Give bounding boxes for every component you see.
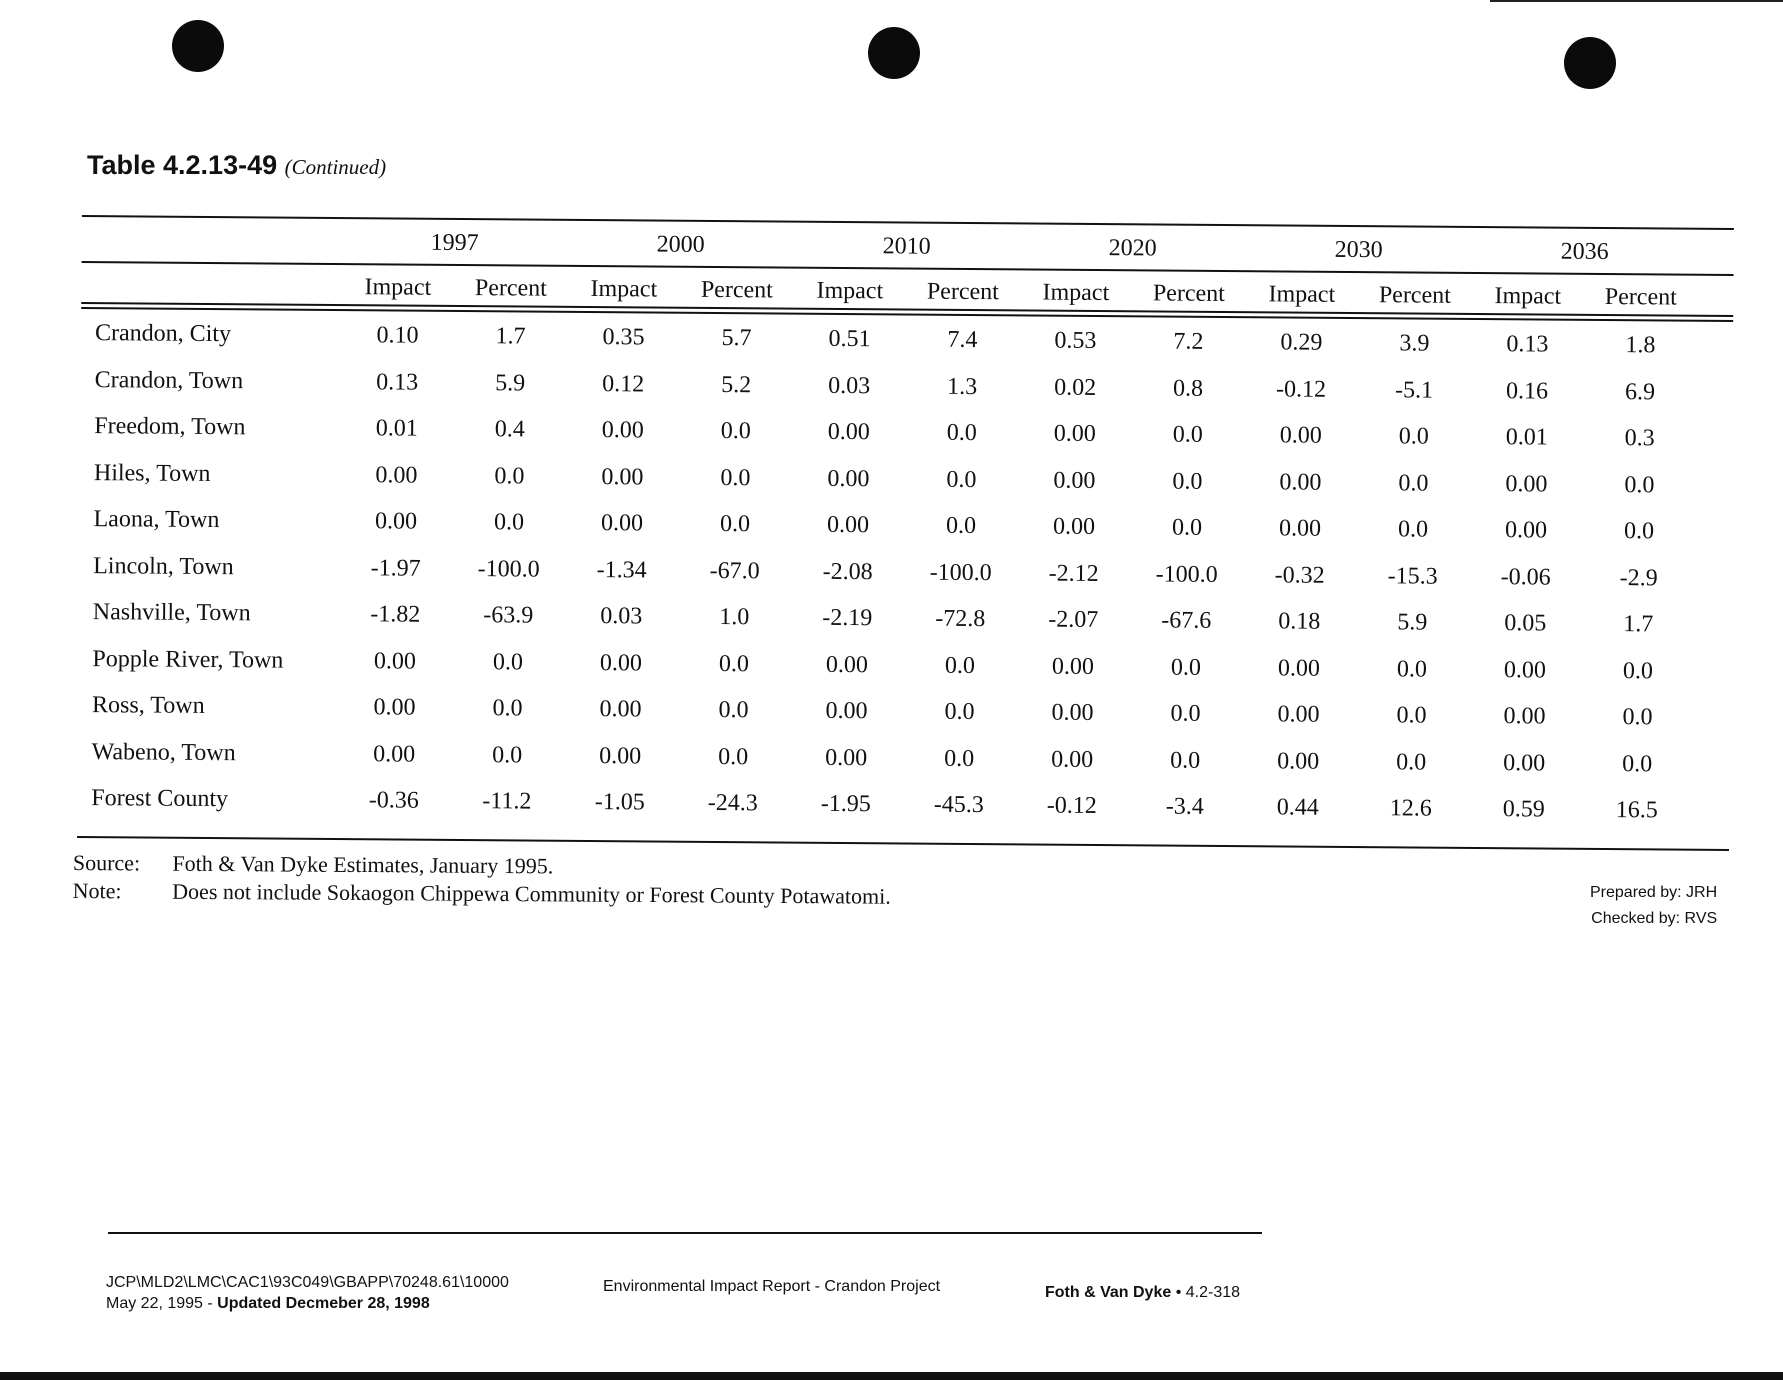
impact-cell: 0.10	[376, 322, 419, 349]
percent-cell: -11.2	[482, 788, 532, 815]
percent-cell: 0.0	[1398, 423, 1429, 450]
percent-cell: -100.0	[477, 555, 540, 583]
impact-cell: 0.00	[1503, 703, 1546, 730]
percent-cell: 0.0	[1624, 471, 1655, 498]
impact-cell: 0.12	[602, 370, 645, 397]
percent-cell: -63.9	[483, 602, 534, 629]
page-edge-top	[1490, 0, 1783, 2]
impact-cell: -2.07	[1048, 606, 1099, 633]
impact-cell: -0.06	[1500, 563, 1551, 591]
footer-file-info	[106, 1272, 509, 1314]
year-header: 2036	[1560, 238, 1609, 265]
note-label: Note:	[72, 877, 122, 904]
impact-cell: 0.00	[599, 742, 642, 769]
percent-cell: 0.0	[492, 741, 523, 768]
impact-cell: 0.00	[601, 463, 644, 490]
source-label: Source:	[72, 850, 141, 876]
impact-cell: 0.00	[373, 740, 416, 768]
impact-cell: 0.00	[601, 417, 644, 444]
row-label: Crandon, City	[94, 320, 232, 348]
row-label: Ross, Town	[91, 692, 205, 719]
impact-header: Impact	[1042, 279, 1110, 307]
percent-cell: 0.0	[492, 648, 524, 675]
impact-cell: 0.00	[1279, 422, 1322, 449]
percent-cell: -15.3	[1387, 562, 1438, 590]
impact-cell: 0.00	[1277, 701, 1320, 728]
percent-cell: 0.0	[1172, 421, 1203, 448]
percent-cell: -100.0	[1155, 560, 1218, 588]
impact-cell: 0.29	[1280, 329, 1323, 356]
percent-cell: 12.6	[1389, 795, 1432, 822]
percent-cell: 0.0	[1396, 748, 1427, 776]
impact-cell: 0.00	[825, 697, 868, 725]
percent-cell: 5.2	[721, 371, 752, 398]
percent-cell: 0.0	[492, 695, 523, 722]
percent-cell: -67.0	[709, 557, 760, 584]
impact-cell: 0.00	[1278, 515, 1322, 542]
impact-cell: 0.00	[1053, 420, 1096, 447]
table-title	[87, 150, 386, 181]
impact-cell: -0.32	[1274, 561, 1325, 589]
percent-cell: 0.0	[945, 512, 977, 540]
percent-cell: -2.9	[1619, 564, 1658, 591]
percent-cell: -72.8	[935, 605, 986, 633]
percent-cell: 1.7	[1623, 611, 1654, 638]
impact-cell: 0.00	[826, 511, 870, 539]
impact-header: Impact	[816, 277, 884, 305]
impact-cell: 0.13	[376, 368, 419, 396]
percent-cell: 0.0	[1623, 518, 1655, 545]
percent-cell: 0.0	[1622, 750, 1653, 777]
percent-cell: 0.0	[1397, 516, 1429, 543]
percent-header: Percent	[474, 275, 547, 302]
impact-cell: 0.00	[1277, 747, 1320, 775]
percent-cell: 0.0	[1398, 469, 1429, 497]
impact-cell: 0.01	[375, 415, 418, 442]
footer-report-title: Environmental Impact Report - Crandon Project	[603, 1278, 941, 1295]
impact-cell: 0.00	[375, 461, 418, 489]
source-notes	[73, 850, 891, 912]
percent-cell: 0.8	[1173, 375, 1204, 402]
impact-cell: 0.16	[1506, 377, 1549, 405]
percent-cell: 0.0	[944, 698, 975, 726]
impact-cell: -0.12	[1276, 375, 1327, 403]
footer-company: Foth & Van Dyke	[1045, 1284, 1172, 1301]
impact-cell: 0.00	[1277, 654, 1321, 682]
footer-date: May 22, 1995 -	[106, 1295, 218, 1312]
percent-header: Percent	[1378, 282, 1451, 309]
percent-header: Percent	[1152, 280, 1225, 307]
impact-cell: 0.03	[600, 603, 643, 630]
percent-cell: 0.0	[1172, 468, 1203, 495]
impact-cell: 0.03	[828, 372, 871, 399]
table-rule-bottom	[77, 836, 1729, 851]
year-header: 2010	[882, 233, 931, 260]
impact-cell: 0.00	[600, 510, 644, 537]
table-title-continued: (Continued)	[284, 155, 387, 179]
footer-updated: Updated Decmeber 28, 1998	[217, 1295, 430, 1312]
footer-page	[1045, 1284, 1240, 1302]
table-title-label: Table 4.2.13-49	[87, 150, 278, 180]
percent-cell: 6.9	[1625, 378, 1656, 405]
percent-cell: 0.0	[493, 509, 525, 536]
percent-cell: 3.9	[1399, 330, 1430, 357]
footer-path: JCP\MLD2\LMC\CAC1\93C049\GBAPP\70248.61\10000	[106, 1274, 509, 1291]
punch-hole-right	[1564, 37, 1616, 89]
percent-cell: 0.0	[944, 745, 975, 772]
row-label: Lincoln, Town	[93, 552, 234, 580]
impact-header: Impact	[1268, 281, 1336, 308]
impact-cell: 0.00	[1051, 653, 1095, 680]
percent-cell: 0.0	[718, 650, 750, 677]
impact-cell: 0.13	[1506, 331, 1549, 358]
percent-header: Percent	[700, 276, 773, 304]
percent-cell: 1.8	[1625, 332, 1656, 359]
percent-cell: 0.0	[1170, 747, 1201, 774]
year-header: 2020	[1108, 235, 1157, 262]
percent-cell: 0.0	[1396, 655, 1428, 683]
impact-cell: 0.51	[828, 325, 871, 353]
impact-cell: 0.00	[374, 508, 418, 535]
impact-cell: -2.12	[1048, 560, 1099, 587]
impact-cell: 0.00	[373, 647, 417, 675]
impact-cell: 0.02	[1054, 374, 1097, 401]
footer-rule	[108, 1232, 1262, 1234]
impact-cell: 0.01	[1505, 424, 1548, 451]
impact-header: Impact	[1494, 283, 1562, 310]
percent-cell: 0.0	[946, 419, 977, 447]
percent-cell: 5.9	[1397, 609, 1428, 636]
percent-cell: 5.9	[495, 369, 526, 396]
percent-cell: 0.0	[1170, 654, 1202, 681]
impact-cell: -1.95	[820, 790, 871, 818]
percent-cell: -45.3	[933, 791, 984, 819]
percent-cell: 0.0	[719, 511, 751, 538]
impact-cell: 0.00	[1051, 699, 1094, 726]
percent-cell: -3.4	[1165, 793, 1204, 820]
percent-cell: 7.2	[1173, 328, 1204, 355]
year-header: 2000	[656, 231, 705, 258]
row-label: Wabeno, Town	[91, 738, 236, 766]
impact-cell: 0.00	[1051, 746, 1094, 773]
percent-cell: -5.1	[1395, 376, 1434, 404]
impact-cell: -0.36	[368, 787, 419, 814]
impact-cell: 0.00	[373, 694, 416, 721]
percent-cell: 0.4	[494, 416, 525, 443]
year-header: 1997	[430, 229, 479, 257]
impact-cell: 0.00	[1503, 749, 1546, 777]
note-text: Does not include Sokaogon Chippewa Community or Forest County Potawatomi.	[172, 878, 891, 909]
row-label: Freedom, Town	[94, 413, 246, 441]
impact-cell: -0.12	[1046, 792, 1097, 819]
impact-cell: 0.00	[825, 651, 869, 678]
percent-cell: 0.0	[1396, 702, 1427, 729]
percent-cell: 0.0	[1171, 514, 1203, 541]
prepared-block	[1590, 880, 1717, 932]
percent-cell: 0.0	[1170, 700, 1201, 727]
page-edge-bottom	[0, 1372, 1783, 1380]
percent-cell: 0.0	[944, 652, 976, 679]
impact-cell: 0.00	[827, 465, 870, 492]
impact-cell: -1.05	[594, 789, 645, 816]
prepared-by: Prepared by: JRH	[1590, 884, 1718, 901]
percent-cell: 16.5	[1615, 797, 1658, 824]
percent-cell: 1.7	[495, 323, 526, 350]
percent-cell: 5.7	[721, 325, 752, 352]
row-label: Forest County	[91, 785, 229, 813]
percent-cell: 1.3	[947, 373, 978, 400]
year-header: 2030	[1334, 236, 1383, 264]
impact-cell: 0.44	[1276, 794, 1319, 821]
impact-cell: -2.19	[822, 604, 873, 632]
percent-cell: 0.0	[720, 464, 751, 491]
row-label: Laona, Town	[93, 506, 220, 534]
checked-by: Checked by: RVS	[1591, 910, 1718, 927]
data-table	[82, 208, 1734, 824]
impact-cell: 0.00	[1052, 513, 1096, 540]
percent-cell: 7.4	[947, 326, 978, 354]
impact-cell: -1.82	[370, 601, 421, 628]
percent-cell: 0.0	[1622, 657, 1654, 684]
impact-cell: 0.00	[1279, 468, 1322, 496]
percent-cell: -67.6	[1161, 607, 1212, 634]
impact-cell: 0.53	[1054, 327, 1097, 354]
impact-cell: 0.18	[1278, 608, 1321, 635]
row-label: Popple River, Town	[92, 645, 284, 674]
impact-cell: -1.97	[370, 554, 421, 582]
impact-cell: -1.34	[596, 556, 647, 583]
impact-cell: 0.00	[1504, 517, 1548, 544]
percent-header: Percent	[1604, 283, 1677, 311]
percent-header: Percent	[926, 278, 999, 306]
percent-cell: 0.0	[494, 462, 525, 489]
impact-header: Impact	[364, 274, 432, 301]
footer-page-number: • 4.2-318	[1171, 1284, 1241, 1301]
percent-cell: 1.0	[719, 604, 750, 631]
impact-cell: 0.59	[1502, 796, 1545, 823]
impact-cell: 0.00	[599, 649, 643, 676]
percent-cell: 0.0	[720, 418, 751, 445]
punch-hole-center	[868, 27, 920, 79]
percent-cell: -24.3	[707, 789, 758, 817]
impact-cell: 0.00	[1503, 656, 1547, 684]
impact-header: Impact	[590, 275, 658, 303]
punch-hole-left	[172, 20, 224, 72]
impact-cell: -2.08	[822, 558, 873, 585]
impact-cell: 0.00	[827, 418, 870, 446]
impact-cell: 0.00	[1053, 467, 1096, 494]
row-label: Nashville, Town	[92, 599, 251, 627]
row-label: Hiles, Town	[93, 459, 211, 487]
impact-cell: 0.00	[1505, 470, 1548, 498]
table-rule-top	[82, 215, 1734, 230]
percent-cell: -100.0	[929, 559, 992, 586]
source-text: Foth & Van Dyke Estimates, January 1995.	[172, 850, 554, 879]
percent-cell: 0.3	[1624, 425, 1655, 452]
percent-cell: 0.0	[718, 697, 749, 724]
impact-cell: 0.35	[602, 324, 645, 351]
impact-cell: 0.00	[599, 696, 642, 723]
impact-cell: 0.05	[1504, 610, 1547, 637]
percent-cell: 0.0	[1622, 704, 1653, 731]
percent-cell: 0.0	[946, 466, 977, 493]
row-label: Crandon, Town	[94, 366, 244, 394]
impact-cell: 0.00	[825, 744, 868, 771]
percent-cell: 0.0	[718, 743, 749, 770]
